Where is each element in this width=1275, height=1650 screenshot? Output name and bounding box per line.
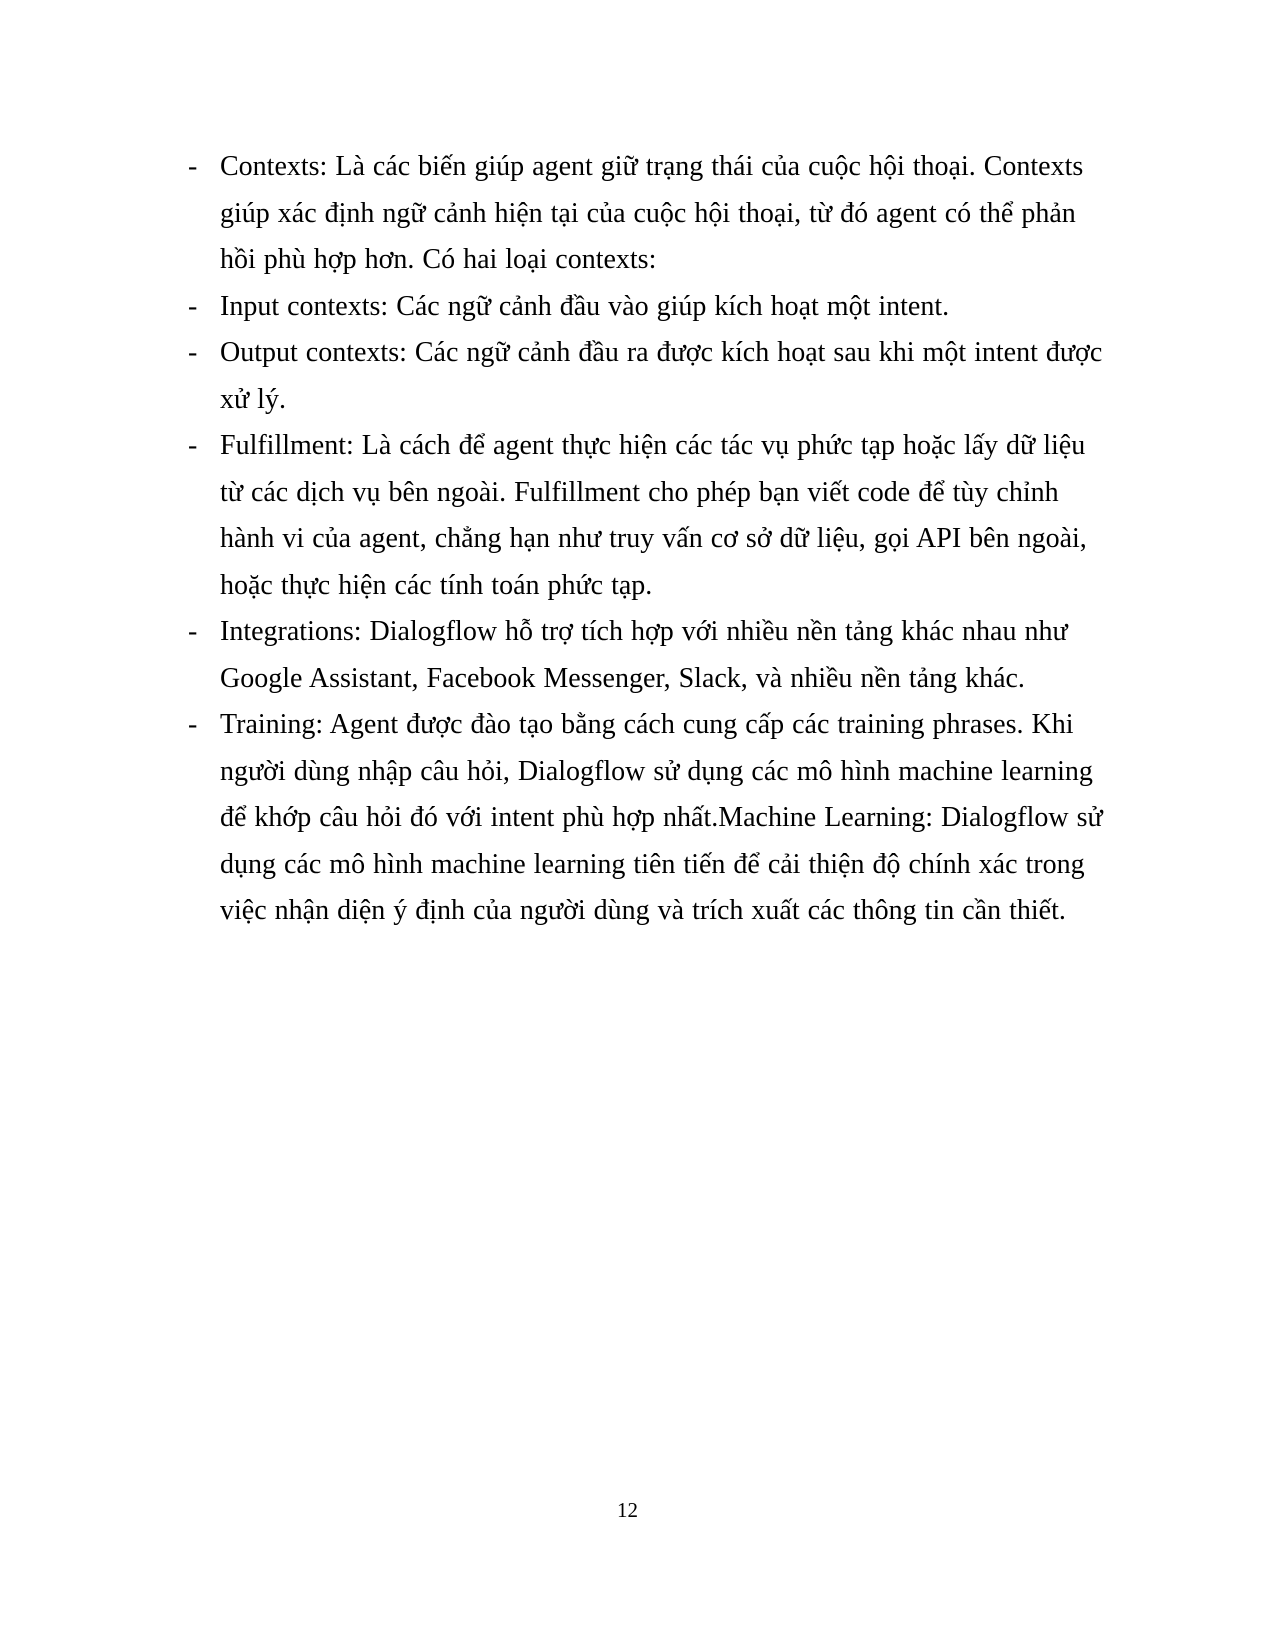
list-item-text: Training: Agent được đào tạo bằng cách cung cấp các training phrases. Khi người dùng nhập câu hỏi, Dialogflow sử dụng các mô hình machine learning để khớp câu hỏi đó với intent phù hợp nhất.Machine Learning: Dialogflow sử dụng các mô hình machine learning tiên tiến để cải thiện độ chính xác trong việc nhận diện ý định của người dùng và trích xuất các thông tin cần thiết. <box>220 709 1103 926</box>
list-item <box>150 702 1105 935</box>
bullet-marker: - <box>188 337 198 368</box>
list-item <box>150 284 1105 331</box>
list-item-text: Input contexts: Các ngữ cảnh đầu vào giúp kích hoạt một intent. <box>220 290 950 322</box>
bullet-marker: - <box>188 430 198 461</box>
bullet-marker: - <box>188 290 198 322</box>
list-item <box>150 609 1105 702</box>
list-item-text: Output contexts: Các ngữ cảnh đầu ra được kích hoạt sau khi một intent được xử lý. <box>220 337 1103 415</box>
list-item <box>150 330 1105 423</box>
page-footer <box>150 1496 1105 1524</box>
list-item <box>150 144 1105 284</box>
bullet-marker: - <box>188 151 198 182</box>
bullet-marker: - <box>188 616 198 647</box>
bullet-list <box>150 144 1105 935</box>
list-item-text: Contexts: Là các biến giúp agent giữ trạng thái của cuộc hội thoại. Contexts giúp xác định ngữ cảnh hiện tại của cuộc hội thoại, từ đó agent có thể phản hồi phù hợp hơn. Có hai loại contexts: <box>220 151 1084 275</box>
page-number: 12 <box>617 1498 638 1522</box>
bullet-marker: - <box>188 709 198 740</box>
list-item-text: Fulfillment: Là cách để agent thực hiện các tác vụ phức tạp hoặc lấy dữ liệu từ các dịch vụ bên ngoài. Fulfillment cho phép bạn viết code để tùy chỉnh hành vi của agent, chẳng hạn như truy vấn cơ sở dữ liệu, gọi API bên ngoài, hoặc thực hiện các tính toán phức tạp. <box>220 430 1087 601</box>
list-item-text: Integrations: Dialogflow hỗ trợ tích hợp với nhiều nền tảng khác nhau như Google Assistant, Facebook Messenger, Slack, và nhiều nền tảng khác. <box>220 616 1068 694</box>
list-item <box>150 423 1105 609</box>
